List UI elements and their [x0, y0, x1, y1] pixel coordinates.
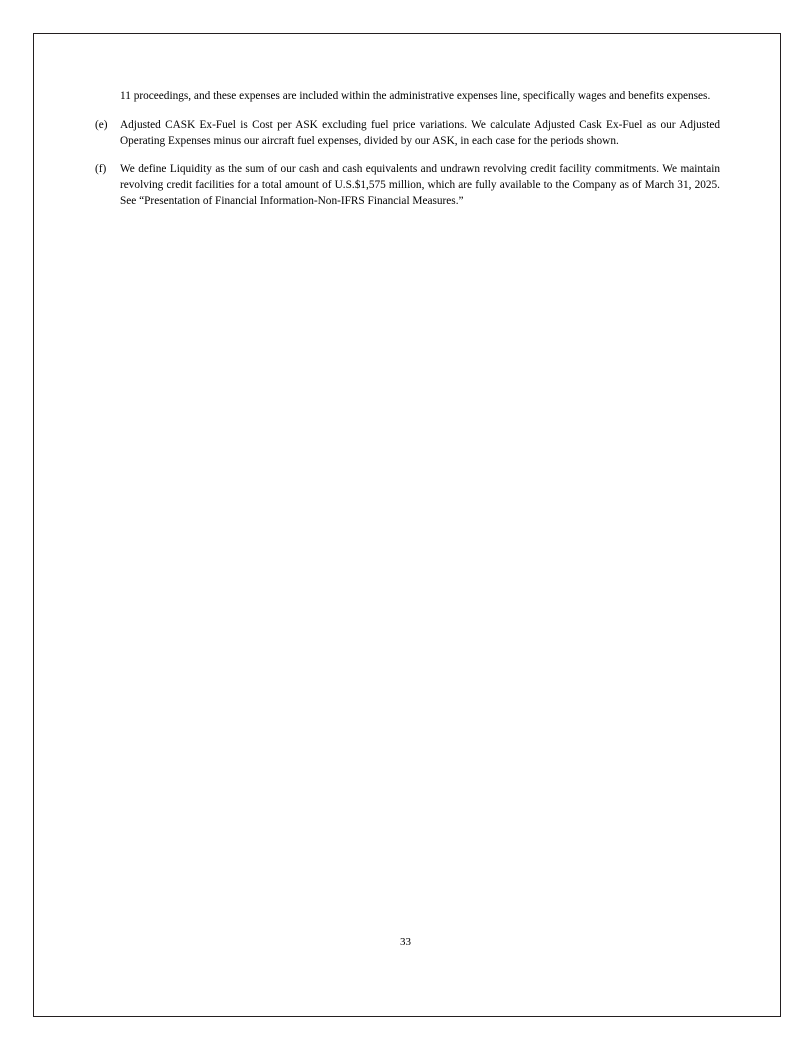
- paragraph-text: We define Liquidity as the sum of our cash and cash equivalents and undrawn revolving credit facility commitments. We maintain revolving credit facilities for a total amount of U.S.$1,575 million, which are fully available to the Company as of March 31, 2025. See “Presentation of Financial Information-Non-IFRS Financial Measures.”: [120, 163, 720, 208]
- paragraph-text: Adjusted CASK Ex-Fuel is Cost per ASK excluding fuel price variations. We calculate Adjusted Cask Ex-Fuel as our Adjusted Operating Expenses minus our aircraft fuel expenses, divided by our ASK, in each case for the periods shown.: [120, 119, 720, 148]
- paragraph-f: [95, 161, 720, 209]
- list-marker-f: (f): [95, 163, 107, 176]
- list-marker-e: (e): [95, 119, 108, 132]
- page-number: 33: [400, 936, 411, 948]
- paragraph-continuation: [95, 88, 720, 104]
- page-content: [95, 88, 720, 221]
- paragraph-e: [95, 117, 720, 149]
- paragraph-text: 11 proceedings, and these expenses are included within the administrative expenses line, specifically wages and benefits expenses.: [120, 90, 711, 102]
